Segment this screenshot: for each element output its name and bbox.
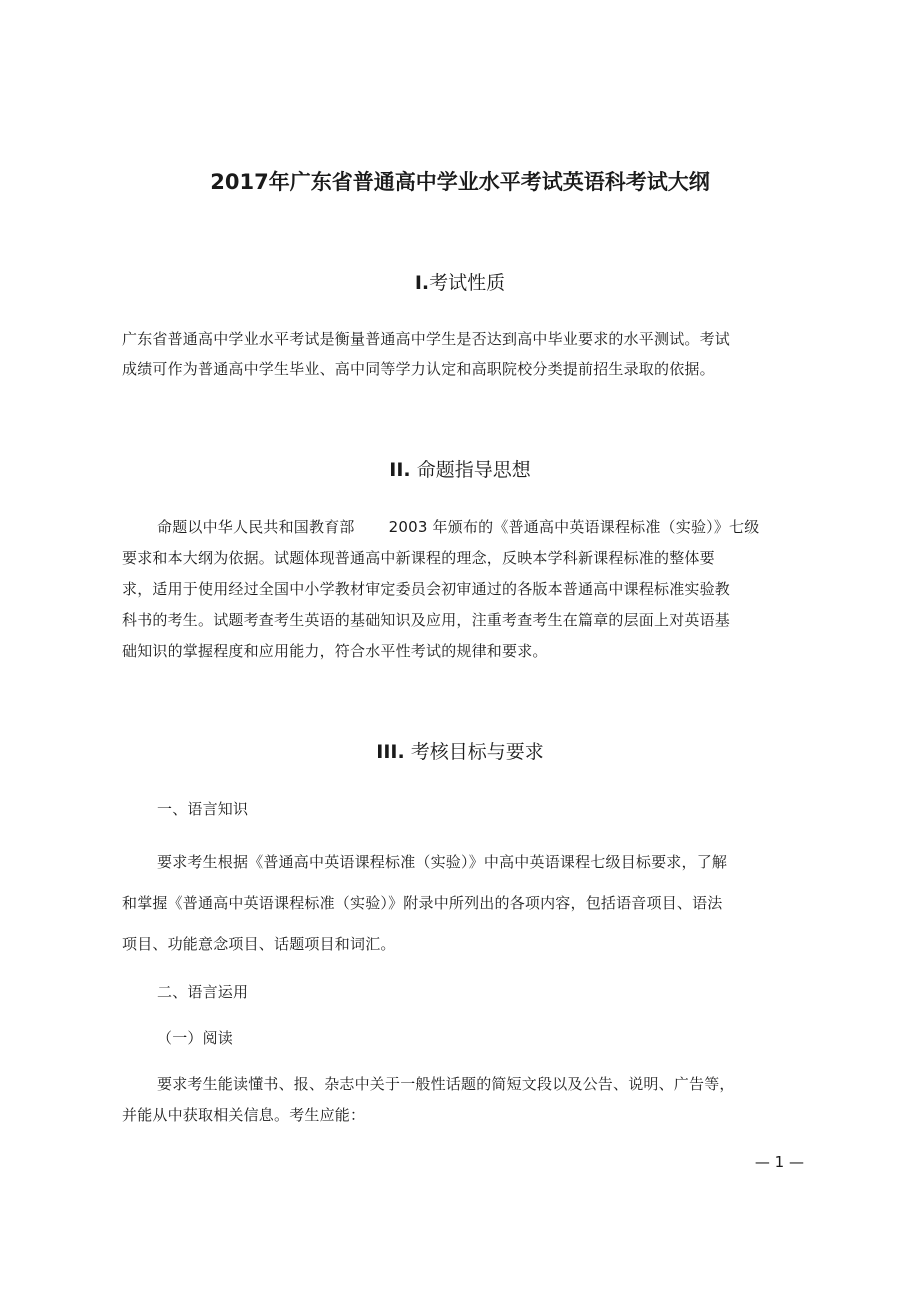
- section-heading-1: [0, 268, 920, 295]
- paragraph-line: 项目、功能意念项目、话题项目和词汇。: [122, 935, 396, 953]
- paragraph-text: 2003 年颁布的《普通高中英语课程标准（实验）》七级: [388, 518, 760, 536]
- paragraph-text: 命题以中华人民共和国教育部: [157, 518, 355, 536]
- section-heading-2: [0, 455, 920, 482]
- paragraph-line: 科书的考生。试题考查考生英语的基础知识及应用，注重考查考生在篇章的层面上对英语基: [122, 611, 731, 629]
- paragraph-line: [157, 516, 759, 537]
- section-3-title: 考核目标与要求: [410, 741, 544, 763]
- paragraph-line: 要求考生根据《普通高中英语课程标准（实验）》中高中英语课程七级目标要求，了解: [157, 853, 728, 871]
- section-3-number: III.: [376, 741, 405, 763]
- paragraph-line: 并能从中获取相关信息。考生应能：: [122, 1106, 366, 1124]
- subsubsection-heading: （一）阅读: [157, 1029, 234, 1047]
- subsection-heading: 一、语言知识: [157, 800, 249, 818]
- section-1-title: 考试性质: [429, 272, 506, 294]
- section-2-title: 命题指导思想: [416, 459, 531, 481]
- page-number: — 1 —: [754, 1153, 804, 1171]
- section-1-number: I.: [414, 272, 430, 294]
- document-title: 2017年广东省普通高中学业水平考试英语科考试大纲: [210, 170, 710, 194]
- paragraph-line: 成绩可作为普通高中学生毕业、高中同等学力认定和高职院校分类提前招生录取的依据。: [122, 360, 715, 378]
- paragraph-line: 求，适用于使用经过全国中小学教材审定委员会初审通过的各版本普通高中课程标准实验教: [122, 580, 731, 598]
- paragraph-line: 要求考生能读懂书、报、杂志中关于一般性话题的简短文段以及公告、说明、广告等，: [157, 1075, 735, 1093]
- paragraph-line: 广东省普通高中学业水平考试是衡量普通高中学生是否达到高中毕业要求的水平测试。考试: [122, 330, 731, 348]
- section-heading-3: [0, 737, 920, 764]
- paragraph-line: 础知识的掌握程度和应用能力，符合水平性考试的规律和要求。: [122, 642, 548, 660]
- section-2-number: II.: [389, 459, 411, 481]
- subsection-heading: 二、语言运用: [157, 983, 249, 1001]
- paragraph-line: 和掌握《普通高中英语课程标准（实验）》附录中所列出的各项内容，包括语音项目、语法: [122, 894, 723, 912]
- paragraph-line: 要求和本大纲为依据。试题体现普通高中新课程的理念，反映本学科新课程标准的整体要: [122, 549, 715, 567]
